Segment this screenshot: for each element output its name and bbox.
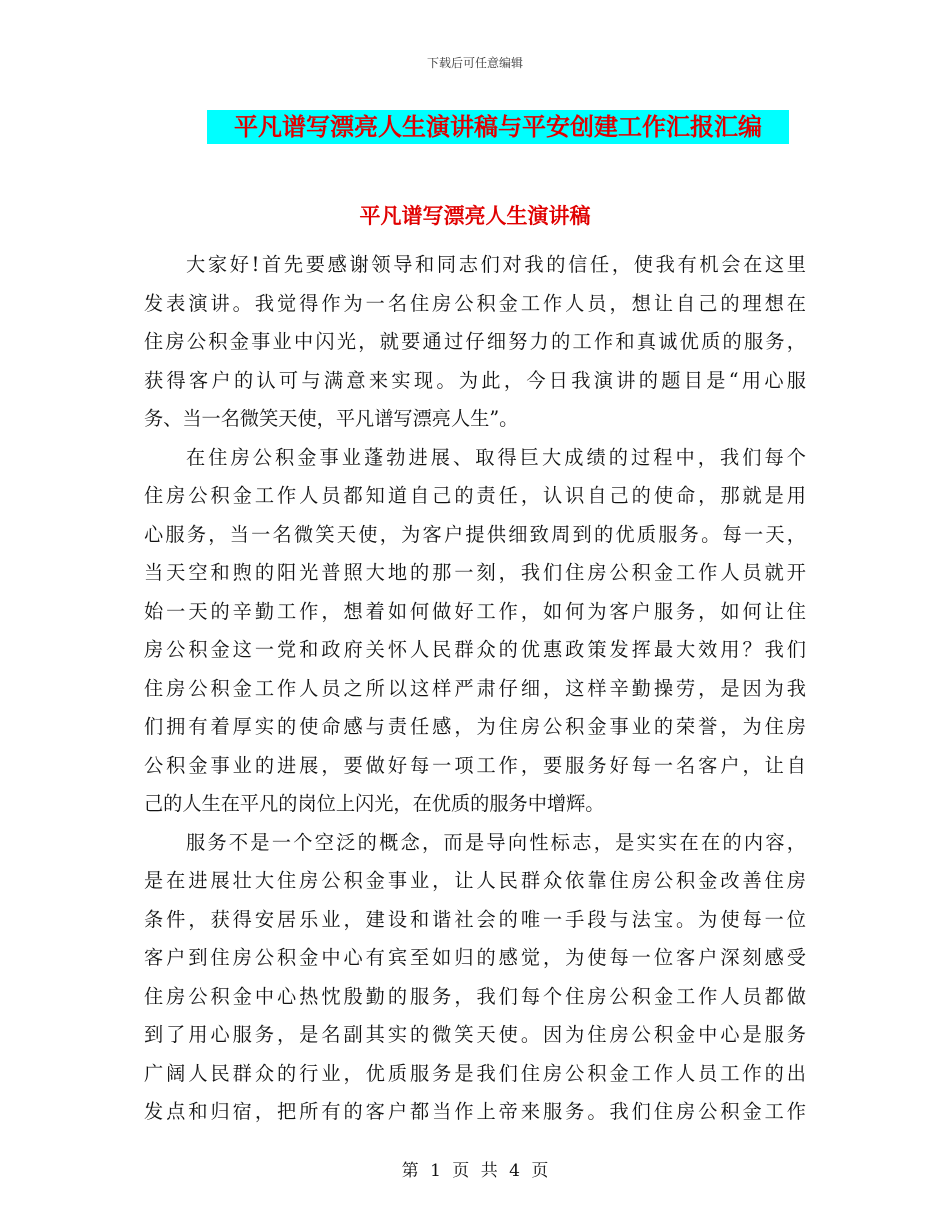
text-line: 当天空和煦的阳光普照大地的那一刻，我们住房公积金工作人员就开 <box>144 561 806 584</box>
header-note: 下载后可任意编辑 <box>426 56 523 70</box>
body-text <box>144 246 806 1132</box>
text-line: 们拥有着厚实的使命感与责任感，为住房公积金事业的荣誉，为住房 <box>144 715 806 738</box>
text-line: 房公积金这一党和政府关怀人民群众的优惠政策发挥最大效用？我们 <box>144 638 806 661</box>
text-line: 住房公积金工作人员之所以这样严肃仔细，这样辛勤操劳，是因为我 <box>144 676 806 700</box>
text-line: 住房公积金工作人员都知道自己的责任，认识自己的使命，那就是用 <box>144 484 806 507</box>
text-line: 在住房公积金事业蓬勃进展、取得巨大成绩的过程中，我们每个 <box>186 445 806 469</box>
text-line: 客户到住房公积金中心有宾至如归的感觉，为使每一位客户深刻感受 <box>144 946 806 969</box>
text-line: 发表演讲。我觉得作为一名住房公积金工作人员，想让自己的理想在 <box>144 291 806 315</box>
text-line: 条件，获得安居乐业，建设和谐社会的唯一手段与法宝。为使每一位 <box>144 907 806 931</box>
text-line: 广阔人民群众的行业，优质服务是我们住房公积金工作人员工作的出 <box>144 1061 806 1085</box>
paragraph-3 <box>144 824 806 1132</box>
text-line: 始一天的辛勤工作，想着如何做好工作，如何为客户服务，如何让住 <box>144 599 806 623</box>
paragraph-1 <box>144 246 806 439</box>
text-line: 服务不是一个空泛的概念，而是导向性标志，是实实在在的内容， <box>186 830 806 854</box>
text-line: 获得客户的认可与满意来实现。为此，今日我演讲的题目是“用心服 <box>144 368 806 392</box>
text-line: 到了用心服务，是名副其实的微笑天使。因为住房公积金中心是服务 <box>144 1023 806 1046</box>
page-number: 第 1 页 共 4 页 <box>401 1161 549 1181</box>
section-title: 平凡谱写漂亮人生演讲稿 <box>359 203 591 228</box>
text-line: 发点和归宿，把所有的客户都当作上帝来服务。我们住房公积金工作 <box>144 1100 806 1123</box>
text-line: 住房公积金事业中闪光，就要通过仔细努力的工作和真诚优质的服务， <box>144 330 806 353</box>
text-line: 大家好!首先要感谢领导和同志们对我的信任，使我有机会在这里 <box>186 253 806 276</box>
paragraph-2 <box>144 439 806 824</box>
document-title: 平凡谱写漂亮人生演讲稿与平安创建工作汇报汇编 <box>207 110 789 144</box>
text-line: 务、当一名微笑天使，平凡谱写漂亮人生”。 <box>144 407 519 430</box>
text-line: 心服务，当一名微笑天使，为客户提供细致周到的优质服务。每一天， <box>144 522 806 546</box>
text-line: 公积金事业的进展，要做好每一项工作，要服务好每一名客户，让自 <box>144 753 806 777</box>
text-line: 住房公积金中心热忱殷勤的服务，我们每个住房公积金工作人员都做 <box>144 984 806 1008</box>
text-line: 是在进展壮大住房公积金事业，让人民群众依靠住房公积金改善住房 <box>144 869 806 892</box>
text-line: 己的人生在平凡的岗位上闪光，在优质的服务中增辉。 <box>144 792 605 815</box>
